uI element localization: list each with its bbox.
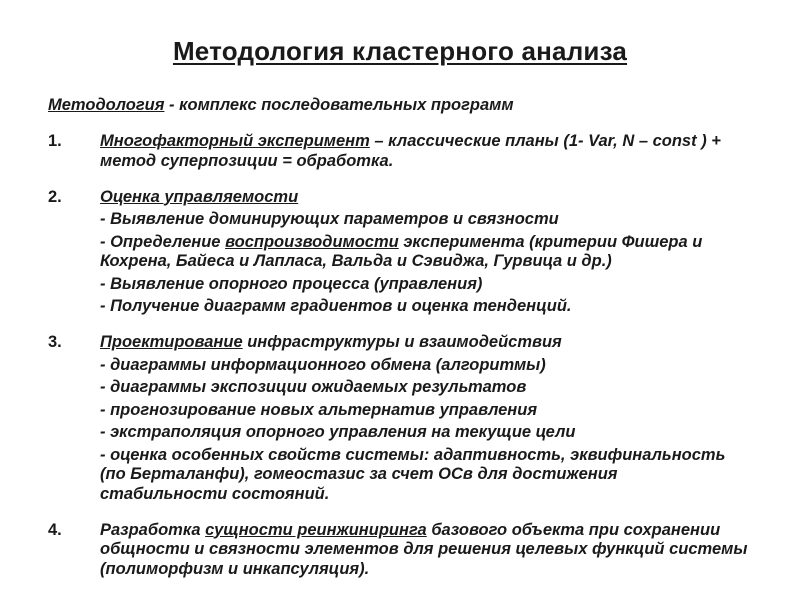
slide-body [48,96,748,582]
list-item-1 [48,132,748,171]
list-item-3-sub-4: - экстраполяция опорного управления на текущие цели [100,423,576,441]
underlined-term: воспроизводимости [225,232,399,251]
underlined-term: сущности реинжиниринга [205,520,427,539]
list-item-2 [48,188,748,317]
list-number-4: 4. [48,520,62,539]
list-number-3: 3. [48,333,62,351]
list-item-2-sub-2: - Определение воспроизводимости эксперимента (критерии Фишера и Кохрена, Байеса и Лапласа, Вальда и Сэвиджа, Гурвица и др.) [100,232,703,270]
list-item-2-heading: Оценка управляемости [100,187,299,206]
list-item-1-rest: – классические планы (1- Var, N – const ) + метод суперпозиции = обработка. [100,132,721,170]
list-item-1-heading: Многофакторный эксперимент [100,132,370,150]
intro-line [48,96,748,116]
list-item-3-sub-1: - диаграммы информационного обмена (алгоритмы) [100,355,546,374]
list-item-4 [48,521,748,580]
slide-title [0,36,800,67]
list-item-3-rest: инфраструктуры и взаимодействия [242,333,562,351]
list-item-3-heading: Проектирование [100,333,243,351]
list-item-4-text: Разработка сущности реинжиниринга базового объекта при сохранении общности и связности элементов для решения целевых функций системы (полиморфизм и инкапсуляция). [100,520,748,578]
list-item-2-sub-1: - Выявление доминирующих параметров и связности [100,210,559,228]
list-number-2: 2. [48,187,62,206]
list-item-2-sub-3: - Выявление опорного процесса (управления) [100,274,483,293]
intro-term: Методология [48,96,165,114]
list-item-2-text [100,188,748,208]
list-item-3-sub-3: - прогнозирование новых альтернатив управления [100,400,538,419]
list-item-2-sub-4: - Получение диаграмм градиентов и оценка тенденций. [100,297,572,315]
intro-definition: - комплекс последовательных программ [164,96,514,114]
list-item-3-text [100,333,748,353]
list-item-3-sub-5: - оценка особенных свойств системы: адаптивность, эквифинальность (по Берталанфи), гомеостазис за счет ОСв для достижения стабильности состояний. [100,445,726,503]
list-item-1-text [100,132,748,171]
list-item-3 [48,333,748,504]
slide-title-text: Методология кластерного анализа [172,36,628,66]
list-item-3-sub-2: - диаграммы экспозиции ожидаемых результатов [100,378,527,396]
list-number-1: 1. [48,132,62,150]
